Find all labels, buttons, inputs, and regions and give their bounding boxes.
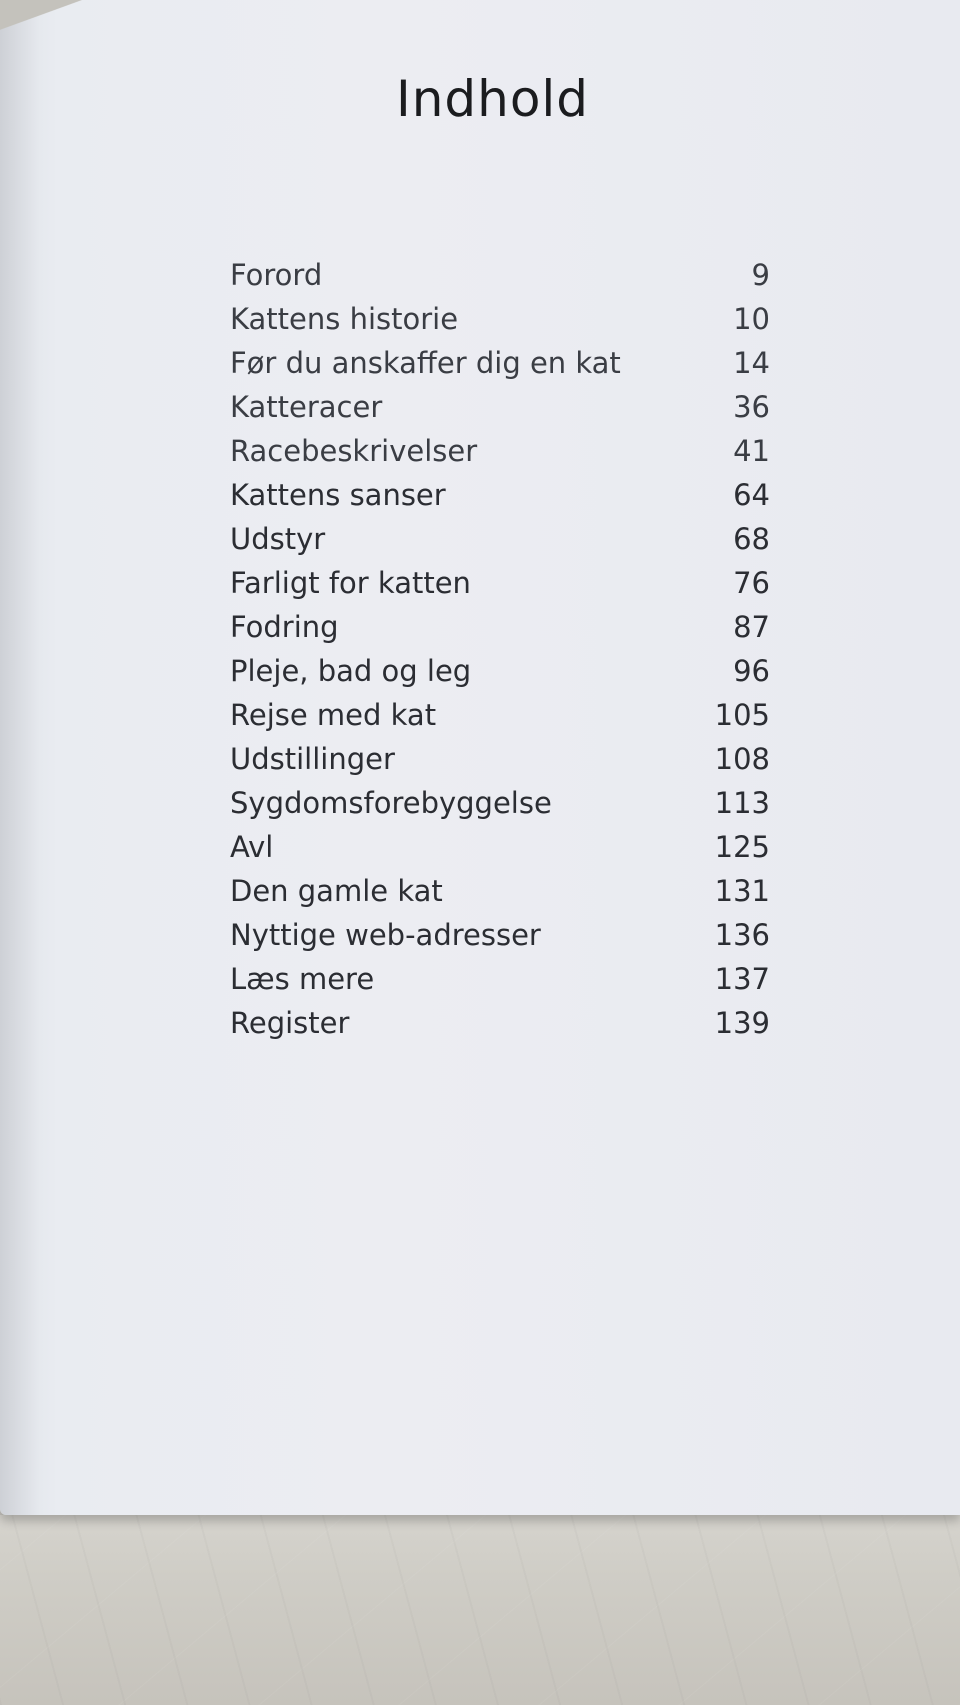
toc-entry bbox=[230, 610, 770, 654]
toc-entry bbox=[230, 302, 770, 346]
toc-entry bbox=[230, 698, 770, 742]
toc-entry bbox=[230, 566, 770, 610]
table-surface bbox=[0, 1490, 960, 1705]
toc-entry-page: 68 bbox=[733, 522, 770, 556]
toc-entry-page: 14 bbox=[733, 346, 770, 380]
toc-entry bbox=[230, 478, 770, 522]
toc-entry-label: Kattens historie bbox=[230, 302, 459, 336]
toc-entry-page: 136 bbox=[714, 918, 770, 952]
toc-entry-label: Fodring bbox=[230, 610, 339, 644]
toc-entry-label: Forord bbox=[230, 258, 323, 292]
toc-entry bbox=[230, 786, 770, 830]
toc-entry-label: Udstillinger bbox=[230, 742, 395, 776]
toc-entry bbox=[230, 522, 770, 566]
toc-entry-label: Sygdomsforebyggelse bbox=[230, 786, 552, 820]
toc-entry-label: Læs mere bbox=[230, 962, 375, 996]
toc-entry bbox=[230, 258, 770, 302]
toc-entry-label: Register bbox=[230, 1006, 350, 1040]
toc-entry bbox=[230, 962, 770, 1006]
toc-entry bbox=[230, 434, 770, 478]
toc-entry-label: Racebeskrivelser bbox=[230, 434, 478, 468]
toc-entry-page: 105 bbox=[714, 698, 770, 732]
toc-entry-page: 36 bbox=[733, 390, 770, 424]
toc-entry-page: 10 bbox=[733, 302, 770, 336]
toc-entry-page: 137 bbox=[714, 962, 770, 996]
toc-entry-label: Pleje, bad og leg bbox=[230, 654, 472, 688]
toc-entry-label: Avl bbox=[230, 830, 274, 864]
toc-entry-page: 76 bbox=[733, 566, 770, 600]
toc-entry bbox=[230, 874, 770, 918]
toc-entry-page: 9 bbox=[751, 258, 770, 292]
page-corner-shadow bbox=[0, 0, 120, 30]
toc-entry bbox=[230, 742, 770, 786]
toc-entry bbox=[230, 346, 770, 390]
toc-entry-label: Udstyr bbox=[230, 522, 326, 556]
toc-entry bbox=[230, 654, 770, 698]
toc-entry bbox=[230, 390, 770, 434]
toc-entry-page: 125 bbox=[714, 830, 770, 864]
toc-entry-page: 96 bbox=[733, 654, 770, 688]
toc-entry-label: Katteracer bbox=[230, 390, 383, 424]
toc-entry bbox=[230, 1006, 770, 1050]
toc-entry bbox=[230, 918, 770, 962]
page-title: Indhold bbox=[395, 70, 590, 128]
toc-entry-label: Den gamle kat bbox=[230, 874, 443, 908]
toc-entry-label: Nyttige web-adresser bbox=[230, 918, 541, 952]
toc-entry-label: Kattens sanser bbox=[230, 478, 446, 512]
toc-entry-page: 64 bbox=[733, 478, 770, 512]
toc-entry-page: 139 bbox=[714, 1006, 770, 1040]
toc-entry bbox=[230, 830, 770, 874]
toc-entry-page: 108 bbox=[714, 742, 770, 776]
toc-entry-label: Før du anskaffer dig en kat bbox=[230, 346, 621, 380]
toc-entry-label: Farligt for katten bbox=[230, 566, 471, 600]
toc-entry-page: 113 bbox=[714, 786, 770, 820]
toc-entry-page: 41 bbox=[733, 434, 770, 468]
toc-entry-page: 131 bbox=[714, 874, 770, 908]
table-of-contents bbox=[230, 258, 770, 1050]
toc-entry-page: 87 bbox=[733, 610, 770, 644]
toc-entry-label: Rejse med kat bbox=[230, 698, 437, 732]
